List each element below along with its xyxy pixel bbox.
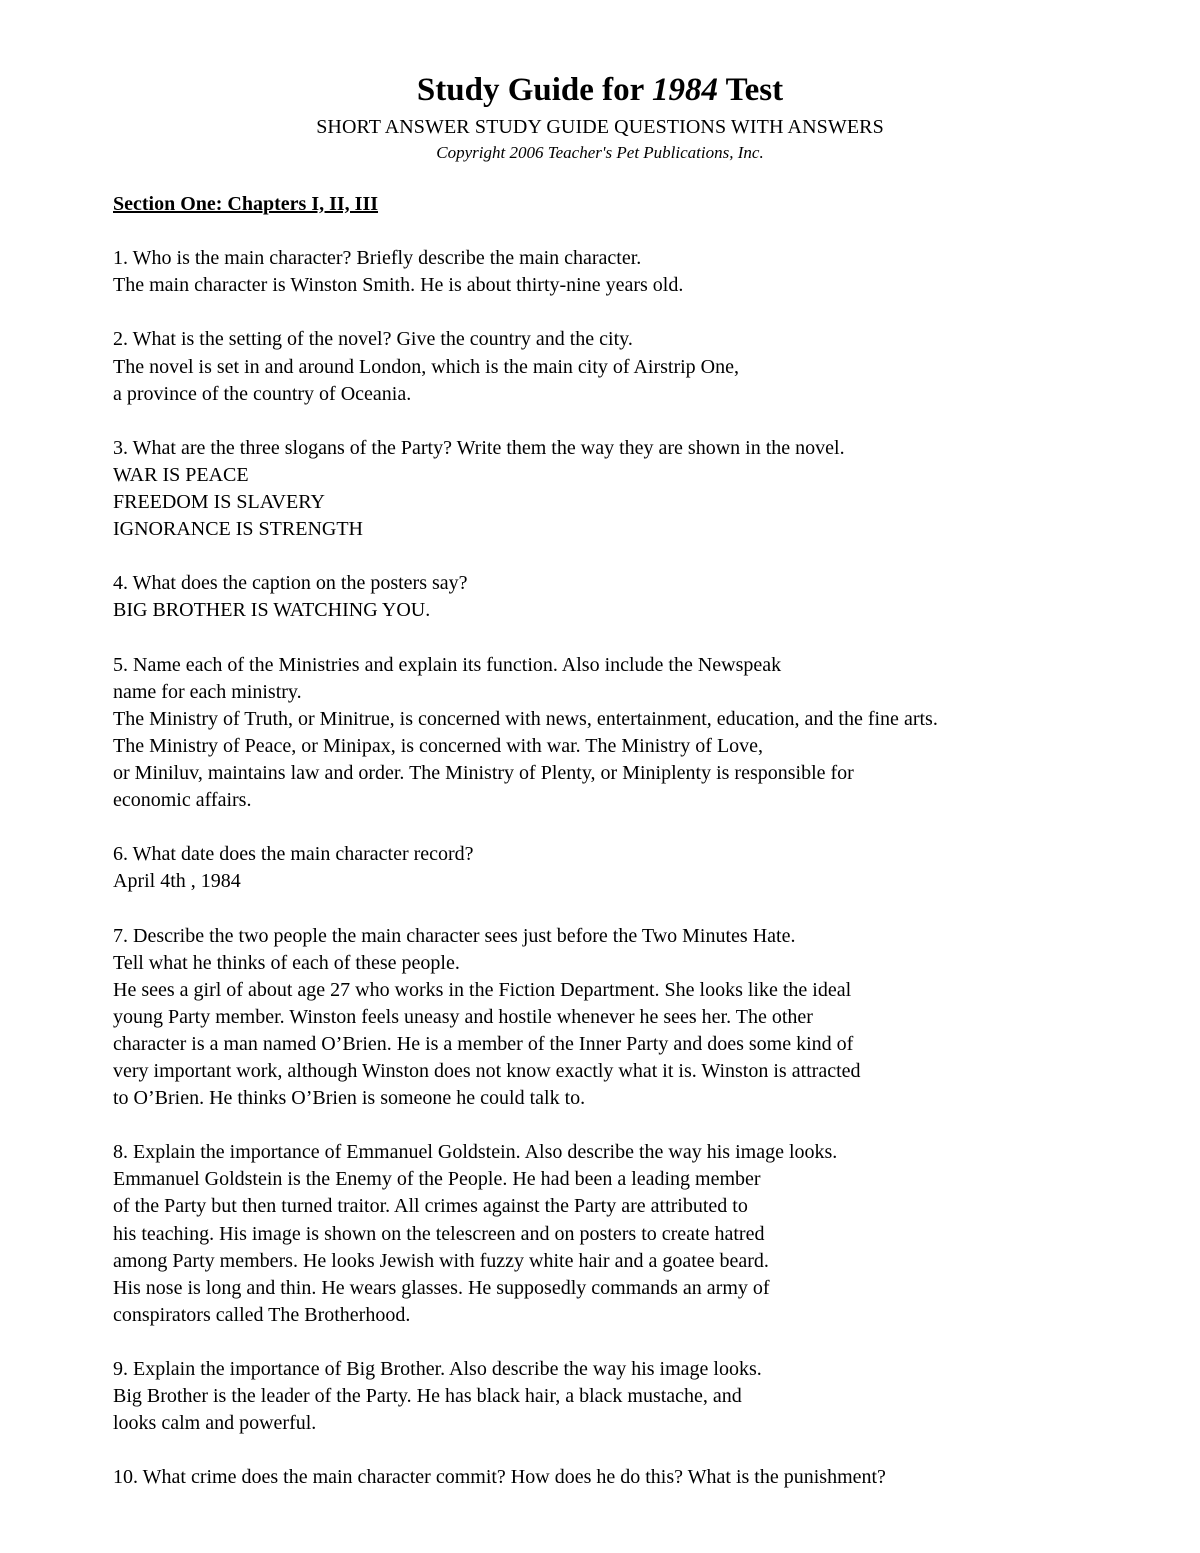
answer-line: of the Party but then turned traitor. All crimes against the Party are attributed to xyxy=(113,1195,748,1218)
answer-line: His nose is long and thin. He wears glasses. He supposedly commands an army of xyxy=(113,1276,770,1299)
question-text: 2. What is the setting of the novel? Give the country and the city. xyxy=(113,328,633,351)
answer-line: Emmanuel Goldstein is the Enemy of the People. He had been a leading member xyxy=(113,1168,761,1191)
answer-line: economic affairs. xyxy=(113,789,252,812)
question-text: 6. What date does the main character record? xyxy=(113,843,474,866)
question-text: 5. Name each of the Ministries and explain its function. Also include the Newspeak xyxy=(113,653,782,676)
answer-line: young Party member. Winston feels uneasy and hostile whenever he sees her. The other xyxy=(113,1005,813,1028)
title-prefix: Study Guide for xyxy=(416,72,652,108)
answer-line: The Ministry of Truth, or Minitrue, is concerned with news, entertainment, education, and the fine arts. xyxy=(113,707,938,730)
question-9 xyxy=(113,1356,1123,1437)
document-body xyxy=(113,191,1123,1519)
question-text: Tell what he thinks of each of these people. xyxy=(113,951,460,974)
question-text: 9. Explain the importance of Big Brother. Also describe the way his image looks. xyxy=(113,1358,762,1381)
section-heading: Section One: Chapters I, II, III xyxy=(113,193,379,215)
answer-line: among Party members. He looks Jewish with fuzzy white hair and a goatee beard. xyxy=(113,1249,769,1272)
question-text: 3. What are the three slogans of the Party? Write them the way they are shown in the novel. xyxy=(113,436,845,459)
answer-line: The novel is set in and around London, which is the main city of Airstrip One, xyxy=(113,355,739,378)
answer-line: character is a man named O’Brien. He is a member of the Inner Party and does some kind of xyxy=(113,1032,854,1055)
answer-line: a province of the country of Oceania. xyxy=(113,382,412,405)
answer-line: or Miniluv, maintains law and order. The Ministry of Plenty, or Miniplenty is responsible for xyxy=(113,761,854,784)
answer-line: Big Brother is the leader of the Party. He has black hair, a black mustache, and xyxy=(113,1385,742,1408)
title-suffix: Test xyxy=(717,72,784,108)
answer-line: his teaching. His image is shown on the telescreen and on posters to create hatred xyxy=(113,1222,765,1245)
question-4 xyxy=(113,570,1123,624)
question-8 xyxy=(113,1139,1123,1329)
answer-line: IGNORANCE IS STRENGTH xyxy=(113,518,363,541)
answer-line: The main character is Winston Smith. He is about thirty-nine years old. xyxy=(113,274,684,297)
title-book-name: 1984 xyxy=(651,72,718,108)
page-title xyxy=(0,70,1200,110)
question-5 xyxy=(113,652,1123,815)
answer-line: He sees a girl of about age 27 who works in the Fiction Department. She looks like the ideal xyxy=(113,978,852,1001)
question-3 xyxy=(113,435,1123,543)
question-text: name for each ministry. xyxy=(113,680,302,703)
question-text: 4. What does the caption on the posters say? xyxy=(113,572,468,595)
answer-line: The Ministry of Peace, or Minipax, is concerned with war. The Ministry of Love, xyxy=(113,734,764,757)
page-subtitle: SHORT ANSWER STUDY GUIDE QUESTIONS WITH ANSWERS xyxy=(316,116,884,138)
answer-line: WAR IS PEACE xyxy=(113,463,249,486)
answer-line: to O’Brien. He thinks O’Brien is someone he could talk to. xyxy=(113,1087,586,1110)
answer-line: BIG BROTHER IS WATCHING YOU. xyxy=(113,599,431,622)
question-6 xyxy=(113,841,1123,895)
copyright-notice: Copyright 2006 Teacher's Pet Publications, Inc. xyxy=(436,143,764,162)
question-text: 10. What crime does the main character commit? How does he do this? What is the punishment? xyxy=(113,1466,886,1489)
answer-line: FREEDOM IS SLAVERY xyxy=(113,491,325,514)
question-1 xyxy=(113,245,1123,299)
question-text: 7. Describe the two people the main character sees just before the Two Minutes Hate. xyxy=(113,924,796,947)
question-text: 8. Explain the importance of Emmanuel Goldstein. Also describe the way his image looks. xyxy=(113,1141,838,1164)
answer-line: conspirators called The Brotherhood. xyxy=(113,1303,411,1326)
question-2 xyxy=(113,326,1123,407)
question-7 xyxy=(113,923,1123,1113)
question-10 xyxy=(113,1464,1123,1491)
document-header xyxy=(0,70,1200,164)
answer-line: looks calm and powerful. xyxy=(113,1412,317,1435)
answer-line: April 4th , 1984 xyxy=(113,870,241,893)
question-text: 1. Who is the main character? Briefly describe the main character. xyxy=(113,247,642,270)
answer-line: very important work, although Winston does not know exactly what it is. Winston is attracted xyxy=(113,1060,861,1082)
